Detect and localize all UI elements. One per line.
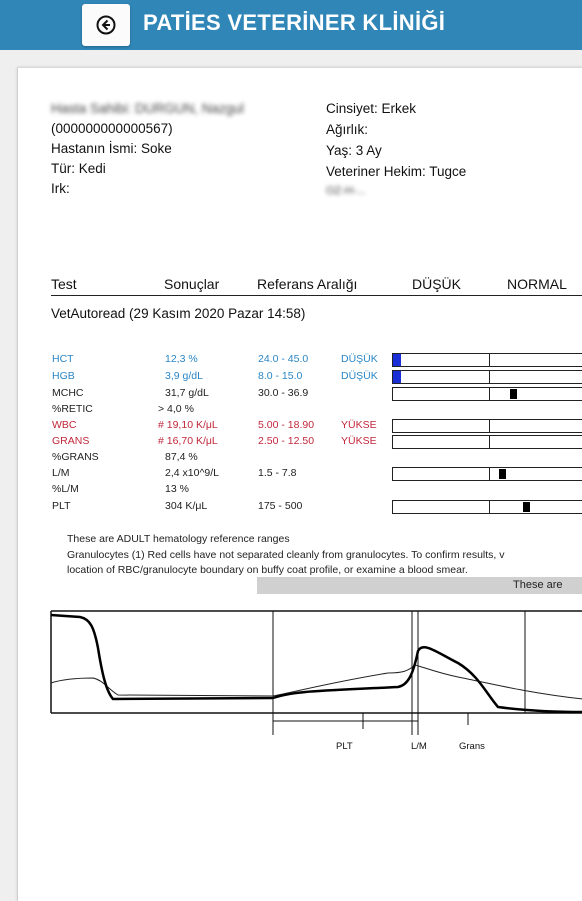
result-row-wbc: WBC # 19,10 K/μL 5.00 - 18.90 YÜKSE <box>52 419 377 431</box>
owner-name: Hasta Sahibi: DURGUN, Nazgul <box>51 101 244 116</box>
graph-label-grans: Grans <box>459 741 485 752</box>
header-divider <box>51 295 582 296</box>
report-card <box>17 67 582 901</box>
note-granulocytes: Granulocytes (1) Red cells have not separated cleanly from granulocytes. To confirm results, v <box>67 549 505 561</box>
col-results: Sonuçlar <box>164 276 220 292</box>
col-test: Test <box>51 276 77 292</box>
result-row-grans: GRANS # 16,70 K/μL 2.50 - 12.50 YÜKSE <box>52 435 377 447</box>
col-reference: Referans Aralığı <box>257 276 358 292</box>
col-low: DÜŞÜK <box>412 276 462 292</box>
analyzer-info: VetAutoread (29 Kasım 2020 Pazar 14:58) <box>51 306 306 321</box>
result-row-hgb: HGB 3,9 g/dL 8.0 - 15.0 DÜŞÜK <box>52 370 378 382</box>
range-bar-hgb <box>392 370 582 384</box>
range-bar-plt <box>392 500 582 514</box>
range-bar-lm <box>392 467 582 481</box>
graph-label-plt: PLT <box>336 741 353 752</box>
result-row-mchc: MCHC 31,7 g/dL 30.0 - 36.9 <box>52 387 309 399</box>
result-row-hct: HCT 12,3 % 24.0 - 45.0 DÜŞÜK <box>52 353 378 365</box>
range-bar-hct <box>392 353 582 367</box>
back-arrow-circle-icon <box>96 15 116 35</box>
vet-name: Veteriner Hekim: Tugce <box>326 164 467 179</box>
back-button[interactable] <box>82 4 130 46</box>
result-row-retic: %RETIC > 4,0 % <box>52 403 194 415</box>
note-location: location of RBC/granulocyte boundary on buffy coat profile, or examine a blood smear. <box>67 564 468 576</box>
species: Tür: Kedi <box>51 161 106 176</box>
result-row-lm: L/M 2,4 x10^9/L 1.5 - 7.8 <box>52 467 297 479</box>
graph-label-lm: L/M <box>411 741 427 752</box>
patient-name: Hastanın İsmi: Soke <box>51 141 172 156</box>
range-bar-grans <box>392 435 582 449</box>
note-banner: These are <box>257 577 582 594</box>
breed: Irk: <box>51 181 70 196</box>
result-row-pgrans: %GRANS 87,4 % <box>52 451 198 463</box>
sex: Cinsiyet: Erkek <box>326 101 417 116</box>
buffy-coat-graph <box>18 603 582 763</box>
age: Yaş: 3 Ay <box>326 143 382 158</box>
weight: Ağırlık: <box>326 122 369 137</box>
range-bar-wbc <box>392 419 582 433</box>
col-normal: NORMAL <box>507 276 567 292</box>
result-row-plt: PLT 304 K/μL 175 - 500 <box>52 500 303 512</box>
app-header <box>0 0 582 50</box>
note-adult-ranges: These are ADULT hematology reference ranges <box>67 533 290 545</box>
range-bar-mchc <box>392 387 582 401</box>
result-row-plm: %L/M 13 % <box>52 483 189 495</box>
extra-info: OZ-H-... <box>326 185 366 197</box>
owner-id: (000000000000567) <box>51 121 173 136</box>
app-title: PATİES VETERİNER KLİNİĞİ <box>143 10 446 35</box>
